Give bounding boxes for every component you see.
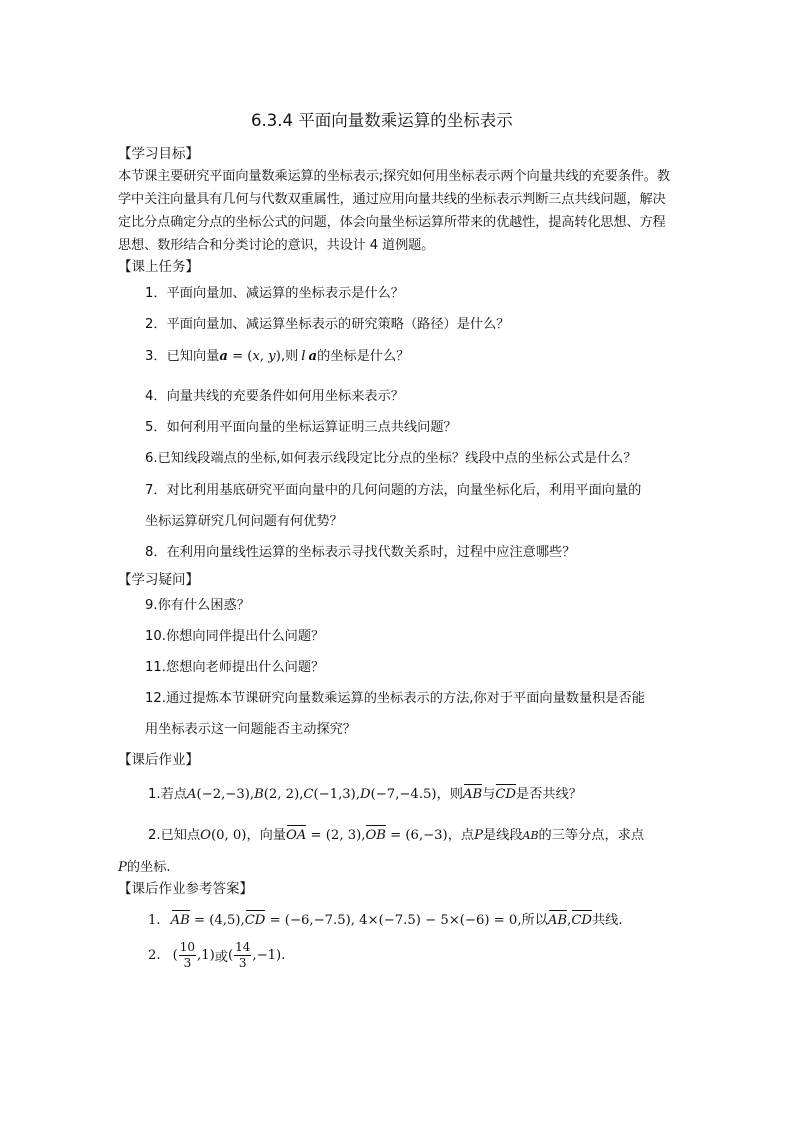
- fraction-10-3-den: 3: [183, 956, 192, 970]
- hw2-rest: 的三等分点，求点: [538, 828, 645, 843]
- vector-a-symbol: a: [219, 349, 228, 364]
- hw1-yu: 与: [482, 787, 496, 802]
- task-1: 1．平面向量加、减运算的坐标表示是什么？: [145, 286, 404, 301]
- vector-OB-value: = (6,−3): [385, 828, 448, 843]
- section-heading-answers: 【课后作业参考答案】: [118, 881, 253, 897]
- point-D-coord: (−7,−4.5): [370, 787, 437, 802]
- point-B-coord: (2, 2),: [263, 787, 304, 802]
- point-B: B: [254, 787, 264, 802]
- task-5: 5．如何利用平面向量的坐标运算证明三点共线问题？: [145, 420, 457, 435]
- answer-vector-AB-2: AB: [548, 910, 567, 928]
- answer-2-rest-1: ,1): [197, 948, 215, 963]
- answer-1: [148, 909, 623, 928]
- question-12-line-2: 用坐标表示这一问题能否主动探究？: [145, 722, 356, 737]
- fraction-10-3: [179, 940, 196, 971]
- task-3-comma: ,: [259, 349, 269, 364]
- point-A: A: [186, 787, 197, 802]
- point-P: P: [474, 828, 483, 843]
- fraction-14-3-den: 3: [238, 956, 247, 970]
- answer-AB-value: = (4,5),: [189, 913, 245, 928]
- vector-OA: OA: [286, 825, 306, 843]
- answer-1-suffix: 共线.: [591, 913, 623, 928]
- task-7-line-1: 7．对比利用基底研究平面向量中的几何问题的方法，向量坐标化后，利用平面向量的: [145, 483, 642, 498]
- answer-2-open-1: (: [172, 948, 178, 963]
- point-P-2: P: [118, 860, 127, 875]
- task-6: 6.已知线段端点的坐标,如何表示线段定比分点的坐标？线段中点的坐标公式是什么？: [145, 451, 637, 466]
- answer-2-or: 或: [214, 950, 228, 965]
- hw2-vecword: ，向量: [246, 828, 286, 843]
- hw2-dian: ，点: [447, 828, 475, 843]
- section-heading-goals: 【学习目标】: [118, 146, 199, 162]
- answer-1-comma: ,: [567, 913, 572, 928]
- section-heading-homework: 【课后作业】: [118, 752, 199, 768]
- vector-a-symbol-2: a: [308, 349, 318, 364]
- point-C-coord: (−1,3),: [313, 787, 361, 802]
- answer-vector-CD: CD: [245, 910, 266, 928]
- fraction-14-3-num: 14: [235, 940, 251, 954]
- vector-OB: OB: [365, 825, 386, 843]
- page-title: 6.3.4 平面向量数乘运算的坐标表示: [251, 111, 513, 130]
- question-11: 11.您想向老师提出什么问题？: [145, 660, 325, 675]
- hw2-shi: 是线段: [482, 828, 523, 843]
- hw2-suffix: 的坐标.: [126, 860, 171, 875]
- task-3-suffix: 的坐标是什么？: [317, 349, 410, 364]
- task-7-line-2: 坐标运算研究几何问题有何优势？: [145, 514, 343, 529]
- point-D: D: [360, 787, 371, 802]
- section-heading-questions: 【学习疑问】: [118, 572, 199, 588]
- lambda-symbol: l: [301, 349, 306, 364]
- vector-OA-value: = (2, 3),: [306, 828, 366, 843]
- coord-x: x: [252, 349, 260, 364]
- homework-2-line-1: [148, 824, 644, 843]
- answer-1-number: 1.: [148, 913, 161, 928]
- task-3: [145, 345, 409, 364]
- point-A-coord: (−2,−3),: [196, 787, 255, 802]
- task-3-eq: = (: [227, 349, 253, 364]
- hw1-ze: ，则: [436, 787, 463, 802]
- answer-vector-AB: AB: [171, 910, 190, 928]
- task-2: 2．平面向量加、减运算坐标表示的研究策略（路径）是什么？: [145, 317, 510, 332]
- answer-vector-CD-2: CD: [571, 910, 592, 928]
- answer-2-number: 2.: [148, 948, 161, 963]
- answer-1-suoyi: 所以: [521, 913, 548, 928]
- homework-1: [148, 783, 582, 802]
- task-3-close: ): [275, 349, 281, 364]
- vector-CD: CD: [495, 784, 516, 802]
- fraction-14-3: [234, 940, 251, 971]
- question-12-line-1: 12.通过提炼本节课研究向量数乘运算的坐标表示的方法,你对于平面向量数量积是否能: [145, 691, 645, 706]
- answer-CD-calc: = (−6,−7.5), 4×(−7.5) − 5×(−6) = 0,: [265, 913, 522, 928]
- segment-AB: AB: [522, 829, 539, 842]
- task-3-mid: ,则: [280, 349, 299, 364]
- task-3-prefix: 3．已知向量: [145, 349, 220, 364]
- answer-2-open-2: (: [227, 948, 234, 963]
- question-9: 9.你有什么困惑？: [145, 598, 250, 613]
- point-C: C: [303, 787, 314, 802]
- coord-y: y: [268, 349, 276, 364]
- intro-paragraph: 本节课主要研究平面向量数乘运算的坐标表示;探究如何用坐标表示两个向量共线的充要条件。教学中关注向量具有几何与代数双重属性，通过应用向量共线的坐标表示判断三点共线问题，解决定比分点确定分点的坐标公式的问题，体会向量坐标运算所带来的优越性，提高转化思想、方程思想、数形结合和分类讨论的意识，共设计 4 道例题。: [118, 169, 670, 253]
- vector-AB: AB: [463, 784, 482, 802]
- question-10: 10.你想向同伴提出什么问题？: [145, 629, 325, 644]
- answer-2: [148, 940, 285, 971]
- answer-2-rest-2: ,−1).: [252, 948, 286, 963]
- point-O-coord: (0, 0): [210, 828, 247, 843]
- hw2-prefix: 2.已知点: [148, 828, 201, 843]
- section-heading-tasks: 【课上任务】: [118, 259, 199, 275]
- task-4: 4．向量共线的充要条件如何用坐标来表示？: [145, 389, 404, 404]
- point-O: O: [200, 828, 211, 843]
- homework-2-line-2: [118, 856, 171, 875]
- task-8: 8．在利用向量线性运算的坐标表示寻找代数关系时，过程中应注意哪些？: [145, 545, 576, 560]
- fraction-10-3-num: 10: [179, 940, 196, 954]
- hw1-suffix: 是否共线？: [516, 787, 582, 802]
- hw1-prefix: 1.若点: [148, 787, 187, 802]
